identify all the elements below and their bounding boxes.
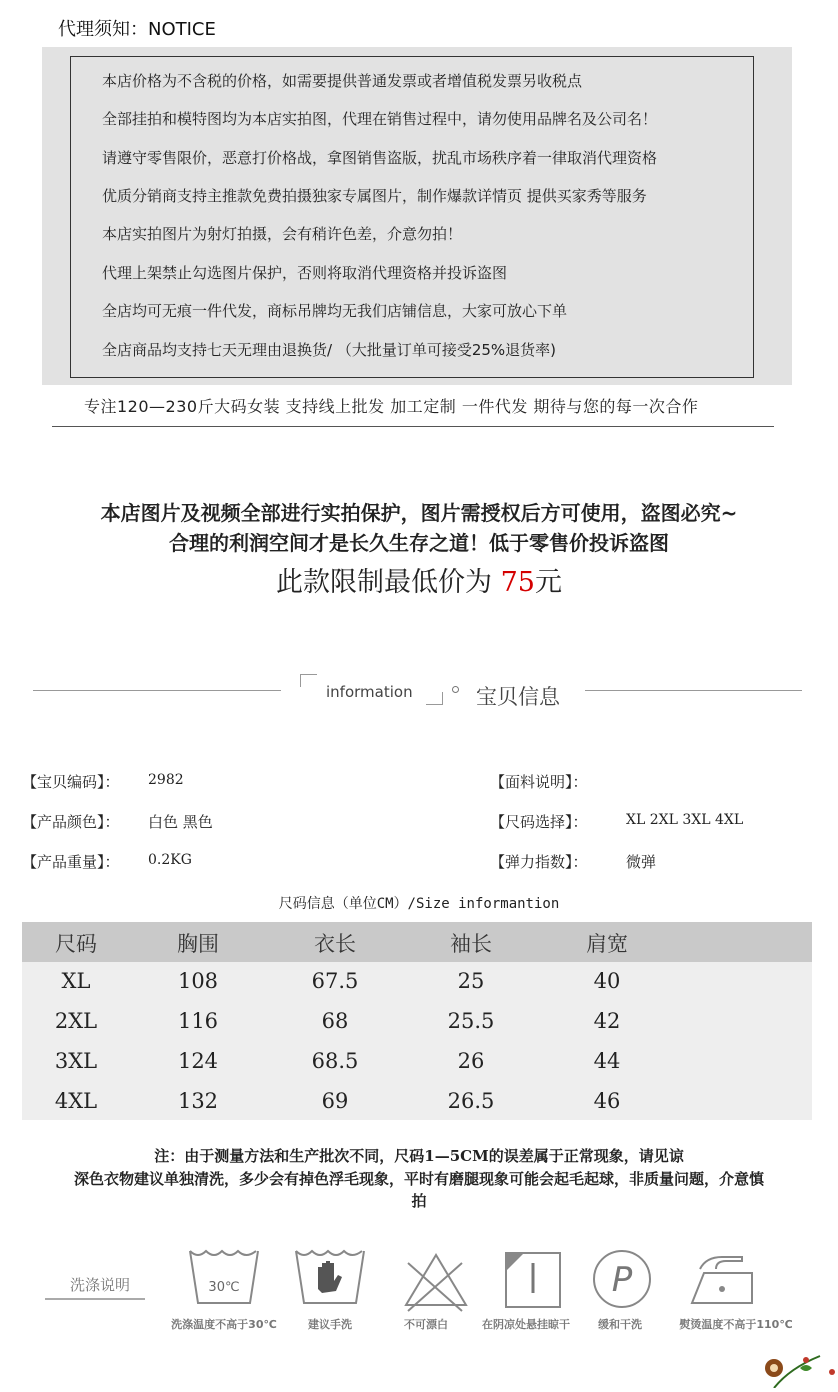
size-cell: 46 (593, 1089, 621, 1113)
size-cell: 2XL (54, 1009, 98, 1033)
attr-weight-value: 0.2KG (148, 852, 192, 868)
size-cell: 4XL (54, 1089, 98, 1113)
price-prefix: 此款限制最低价为 (276, 567, 501, 598)
attr-code-label: 【宝贝编码】： (22, 773, 120, 791)
size-cell: 3XL (54, 1049, 98, 1073)
size-cell: 42 (593, 1009, 621, 1033)
size-cell: XL (61, 969, 91, 993)
price-suffix: 元 (534, 567, 562, 598)
notice-line: 优质分销商支持主推款免费拍摄独家专属图片，制作爆款详情页 提供买家秀等服务 (102, 187, 647, 205)
divider (52, 426, 774, 427)
divider (33, 690, 281, 691)
bracket-decoration (426, 692, 443, 705)
size-cell: 26.5 (447, 1089, 495, 1113)
attr-size-label: 【尺码选择】： (490, 813, 588, 831)
care-title: 洗涤说明 (70, 1276, 131, 1294)
size-header-cell: 尺码 (55, 932, 97, 956)
attr-fabric-label: 【面料说明】： (490, 773, 588, 791)
size-table-caption: 尺码信息（单位CM）/Size informantion (278, 896, 560, 912)
attr-color-value: 白色 黑色 (148, 813, 213, 831)
size-cell: 40 (593, 969, 621, 993)
care-label: 在阴凉处悬挂晾干 (482, 1318, 570, 1331)
iron-110c-icon (686, 1245, 762, 1315)
bracket-decoration (300, 674, 317, 687)
size-header-cell: 肩宽 (586, 932, 628, 956)
care-label: 熨烫温度不高于110℃ (679, 1318, 793, 1331)
size-cell: 132 (177, 1089, 219, 1113)
no-bleach-icon (398, 1245, 474, 1315)
size-cell: 67.5 (311, 969, 359, 993)
care-label: 不可漂白 (404, 1318, 448, 1331)
attr-stretch-value: 微弹 (626, 853, 657, 871)
size-cell: 69 (321, 1089, 349, 1113)
minimum-price-line (0, 560, 838, 599)
care-icon-text: 30℃ (208, 1280, 240, 1295)
notice-line: 本店价格为不含税的价格，如需要提供普通发票或者增值税发票另收税点 (102, 72, 583, 90)
divider (585, 690, 802, 691)
notice-line: 本店实拍图片为射灯拍摄，会有稍许色差，介意勿拍！ (102, 225, 463, 243)
shop-tagline: 专注120—230斤大码女装 支持线上批发 加工定制 一件代发 期待与您的每一次合作 (84, 397, 699, 416)
size-cell: 44 (593, 1049, 621, 1073)
size-header-cell: 胸围 (177, 932, 219, 956)
size-cell: 68.5 (311, 1049, 359, 1073)
size-cell: 108 (177, 969, 219, 993)
flower-decoration-icon (760, 1348, 838, 1388)
care-icon-text: P (611, 1260, 633, 1300)
size-cell: 116 (177, 1009, 219, 1033)
notice-line: 全店均可无痕一件代发，商标吊牌均无我们店铺信息，大家可放心下单 (102, 302, 568, 320)
line-dry-shade-icon (496, 1245, 572, 1315)
wash-30c-icon (186, 1245, 262, 1315)
attr-color-label: 【产品颜色】： (22, 813, 120, 831)
notice-line: 全部挂拍和模特图均为本店实拍图，代理在销售过程中，请勿使用品牌名及公司名！ (102, 110, 658, 128)
attr-weight-label: 【产品重量】： (22, 853, 120, 871)
notice-box (70, 56, 754, 378)
attr-stretch-label: 【弹力指数】： (490, 853, 588, 871)
size-cell: 68 (321, 1009, 349, 1033)
info-title-zh: 宝贝信息 (476, 685, 560, 709)
info-title-en: information (326, 683, 413, 701)
profit-warning: 合理的利润空间才是长久生存之道！低于零售价投诉盗图 (169, 531, 669, 555)
hand-wash-icon (292, 1245, 368, 1315)
attr-code-value: 2982 (148, 772, 184, 788)
care-label: 洗涤温度不高于30℃ (171, 1318, 277, 1331)
price-value: 75 (500, 567, 535, 598)
care-label: 缓和干洗 (598, 1318, 642, 1331)
size-cell: 25.5 (447, 1009, 495, 1033)
notice-line: 全店商品均支持七天无理由退换货/ （大批量订单可接受25%退货率) (102, 341, 557, 359)
copyright-warning: 本店图片及视频全部进行实拍保护，图片需授权后方可使用，盗图必究~ (100, 501, 738, 525)
notice-line: 请遵守零售限价，恶意打价格战，拿图销售盗版，扰乱市场秩序着一律取消代理资格 (102, 149, 658, 167)
attr-size-value: XL 2XL 3XL 4XL (626, 812, 744, 828)
size-cell: 124 (177, 1049, 219, 1073)
washing-note-cont: 拍 (411, 1192, 427, 1210)
measurement-note: 注：由于测量方法和生产批次不同，尺码1—5CM的误差属于正常现象，请见谅 (154, 1147, 684, 1165)
notice-line: 代理上架禁止勾选图片保护，否则将取消代理资格并投诉盗图 (102, 264, 508, 282)
divider (45, 1298, 145, 1300)
notice-heading: 代理须知：NOTICE (58, 19, 216, 40)
washing-note: 深色衣物建议单独清洗，多少会有掉色浮毛现象，平时有磨腿现象可能会起毛起球，非质量问题，介意慎 (73, 1170, 764, 1188)
size-cell: 26 (457, 1049, 485, 1073)
dry-clean-icon (584, 1245, 660, 1315)
size-header-cell: 袖长 (450, 932, 492, 956)
size-header-cell: 衣长 (314, 932, 356, 956)
circle-dot-icon (452, 686, 459, 693)
care-label: 建议手洗 (308, 1318, 352, 1331)
size-cell: 25 (457, 969, 485, 993)
